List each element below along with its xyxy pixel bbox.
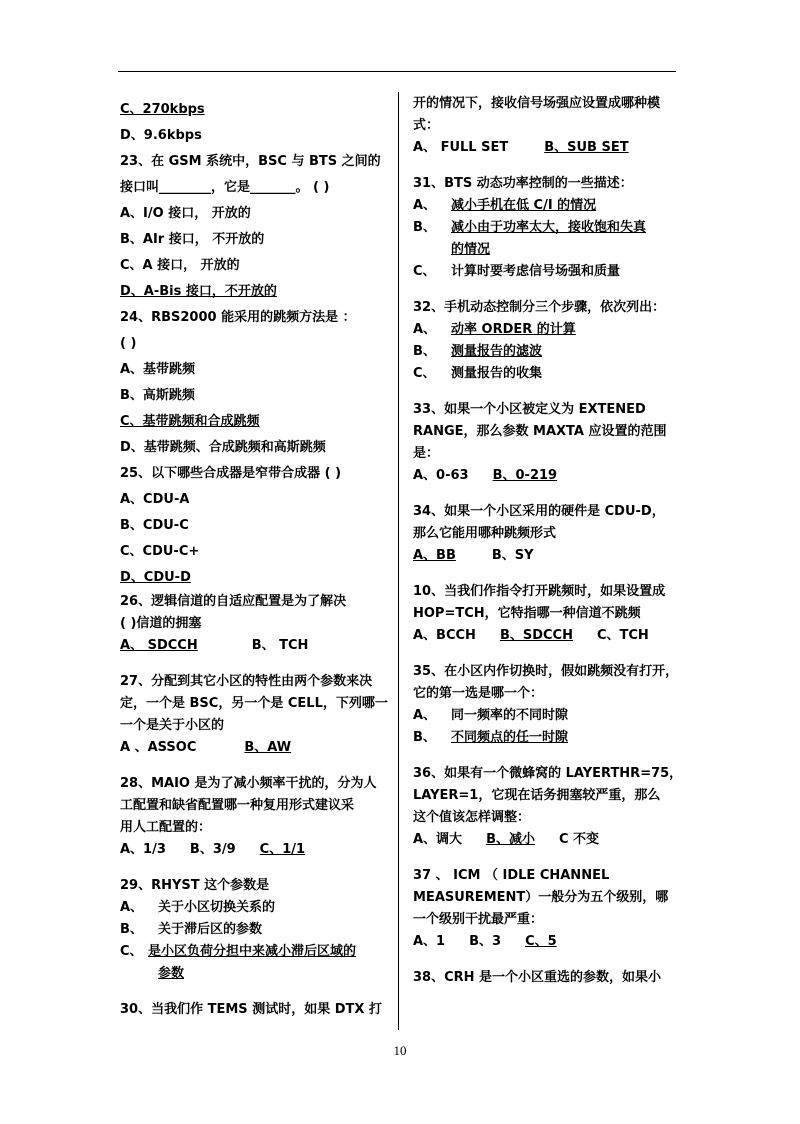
question-35-line-1: 35、在小区内作切换时，假如跳频没有打开， [413, 664, 679, 679]
question-28-line-3: 用人工配置的： [120, 820, 212, 835]
question-27-line-2: 定，一个是 BSC，另一个是 CELL，下列哪一 [120, 696, 388, 711]
option-line [120, 97, 392, 123]
answer-text: B、0-219 [492, 468, 558, 483]
question-36-line-2: LAYER=1，它现在话务拥塞较严重，那么 [413, 788, 661, 803]
option-line: B、AIr 接口， 不开放的 [120, 232, 265, 247]
option-key: B、 [413, 730, 436, 745]
option-text: B、SY [491, 548, 534, 563]
question-23-line-1: 23、在 GSM 系统中，BSC 与 BTS 之间的 [120, 154, 381, 169]
question-26-line-2: ( )信道的拥塞 [120, 616, 202, 631]
option-line: D、基带跳频、合成跳频和高斯跳频 [120, 440, 326, 455]
question-10-line-2: HOP=TCH，它特指哪一种信道不跳频 [413, 606, 641, 621]
option-text: 同一频率的不同时隙 [451, 708, 569, 723]
option-line [413, 931, 677, 953]
option-key: A、 [120, 900, 144, 915]
option-key: A、 [413, 198, 437, 213]
question-35-line-2: 它的第一选是哪一个： [413, 686, 544, 701]
option-text: 关于滞后区的参数 [158, 922, 263, 937]
question-37-line-1: 37 、 ICM （ IDLE CHANNEL [413, 868, 610, 883]
option-text: A、0-63 [413, 468, 469, 483]
option-text: A、1/3 [120, 842, 166, 857]
answer-text: B、AW [244, 740, 292, 755]
option-key: C、 [413, 366, 436, 381]
option-line [413, 239, 677, 261]
question-10-line-1: 10、当我们作指令打开跳频时，如果设置成 [413, 584, 666, 599]
answer-text: C、5 [525, 934, 557, 949]
right-column [413, 93, 683, 989]
question-37-line-2: MEASUREMENT）一般分为五个级别，哪 [413, 890, 669, 905]
question-31: 31、BTS 动态功率控制的一些描述： [413, 176, 633, 191]
option-text: 测量报告的收集 [451, 366, 543, 381]
answer-text: B、SUB SET [544, 140, 629, 155]
option-line: A、基带跳频 [120, 362, 196, 377]
option-line [413, 465, 677, 487]
option-text: C、TCH [596, 628, 649, 643]
question-25: 25、以下哪些合成器是窄带合成器 ( ) [120, 466, 342, 481]
option-key: B、 [413, 220, 436, 235]
question-29: 29、RHYST 这个参数是 [120, 878, 270, 893]
left-column [120, 97, 392, 1021]
question-37-line-3: 一个级别干扰最严重： [413, 912, 544, 927]
question-24-line-1: 24、RBS2000 能采用的跳频方法是 ： [120, 310, 356, 325]
option-line [413, 829, 677, 851]
answer-text: 减小手机在低 C/I 的情况 [451, 198, 597, 213]
answer-text: 参数 [158, 966, 185, 981]
answer-text: A、 SDCCH [120, 638, 198, 653]
question-33-line-3: 是： [413, 446, 440, 461]
option-line [120, 897, 392, 919]
option-key: B、 [413, 344, 436, 359]
question-34-line-1: 34、如果一个小区采用的硬件是 CDU-D， [413, 504, 665, 519]
option-line: B、CDU-C [120, 518, 189, 533]
option-line [413, 217, 677, 239]
question-26-line-1: 26、逻辑信道的自适应配置是为了解决 [120, 594, 347, 609]
option-line [413, 195, 677, 217]
option-line [413, 261, 677, 283]
answer-text: C、270kbps [120, 102, 205, 117]
question-28-line-2: 工配置和缺省配置哪一种复用形式建议采 [120, 798, 355, 813]
option-line [120, 737, 392, 759]
question-38-line-1: 38、CRH 是一个小区重选的参数，如果小 [413, 970, 662, 985]
option-key: B、 [120, 922, 143, 937]
column-divider [398, 92, 399, 1030]
question-27-line-3: 一个是关于小区的 [120, 718, 225, 733]
option-key: A、 [413, 322, 437, 337]
option-text: A、BCCH [413, 628, 476, 643]
option-line: D、9.6kbps [120, 128, 202, 143]
question-30-line-2: 开的情况下，接收信号场强应设置成哪种模 [413, 96, 661, 111]
option-line [413, 625, 677, 647]
option-text: C 不变 [558, 832, 600, 847]
option-text: A、 FULL SET [413, 140, 509, 155]
option-line: B、高斯跳频 [120, 388, 195, 403]
option-line [120, 635, 392, 657]
question-30-line-1: 30、当我们作 TEMS 测试时，如果 DTX 打 [120, 1002, 382, 1017]
answer-text: 是小区负荷分担中来减小滞后区域的 [148, 944, 357, 959]
question-24-line-2: ( ) [120, 336, 137, 351]
option-line [413, 341, 677, 363]
option-line [413, 363, 677, 385]
question-30-line-3: 式： [413, 118, 440, 133]
option-text: A 、ASSOC [120, 740, 197, 755]
answer-text: A、BB [413, 548, 456, 563]
option-line: A、CDU-A [120, 492, 190, 507]
option-line: C、CDU-C+ [120, 544, 200, 559]
answer-text: 减小由于功率太大，接收饱和失真 [451, 220, 647, 235]
option-key: C、 [413, 264, 436, 279]
question-27-line-1: 27、分配到其它小区的特性由两个参数来决 [120, 674, 373, 689]
option-line [120, 941, 392, 963]
option-line [120, 565, 392, 591]
option-line: C、A 接口， 开放的 [120, 258, 240, 273]
option-text: A、1 [413, 934, 446, 949]
answer-text: 测量报告的滤波 [451, 344, 543, 359]
option-text: B、 TCH [251, 638, 309, 653]
answer-text: D、A-Bis 接口，不开放的 [120, 284, 277, 299]
option-line: A、I/O 接口， 开放的 [120, 206, 251, 221]
question-36-line-3: 这个值该怎样调整： [413, 810, 531, 825]
question-33-line-2: RANGE，那么参数 MAXTA 应设置的范围 [413, 424, 667, 439]
option-line [413, 545, 677, 567]
answer-text: B、SDCCH [499, 628, 573, 643]
question-34-line-2: 那么它能用哪种跳频形式 [413, 526, 557, 541]
option-text: B、3 [469, 934, 502, 949]
option-line [120, 409, 392, 435]
option-text: A、调大 [413, 832, 463, 847]
answer-text: C、基带跳频和合成跳频 [120, 414, 260, 429]
question-36-line-1: 36、如果有一个微蜂窝的 LAYERTHR=75， [413, 766, 683, 781]
option-line [413, 319, 677, 341]
option-line [120, 919, 392, 941]
answer-text: B、减小 [486, 832, 535, 847]
answer-text: 的情况 [451, 242, 491, 257]
option-line [413, 727, 677, 749]
question-23-line-2: 接口叫________，它是_______。 ( ) [120, 180, 330, 195]
question-32: 32、手机动态控制分三个步骤，依次列出： [413, 300, 666, 315]
option-key: A、 [413, 708, 437, 723]
option-text: 计算时要考虑信号场强和质量 [451, 264, 621, 279]
answer-text: C、1/1 [259, 842, 306, 857]
option-text: 关于小区切换关系的 [158, 900, 276, 915]
option-line [120, 963, 392, 985]
option-text: B、3/9 [189, 842, 236, 857]
question-28-line-1: 28、MAIO 是为了减小频率干扰的，分为人 [120, 776, 377, 791]
page-number: 10 [393, 1043, 407, 1058]
option-line [413, 705, 677, 727]
header-rule [118, 71, 676, 72]
option-line [120, 839, 392, 861]
option-key: C、 [120, 944, 143, 959]
answer-text: D、CDU-D [120, 570, 191, 585]
question-33-line-1: 33、如果一个小区被定义为 EXTENED [413, 402, 646, 417]
option-line [413, 137, 677, 159]
answer-text: 不同频点的任一时隙 [451, 730, 569, 745]
option-line [120, 279, 392, 305]
answer-text: 动率 ORDER 的计算 [451, 322, 576, 337]
